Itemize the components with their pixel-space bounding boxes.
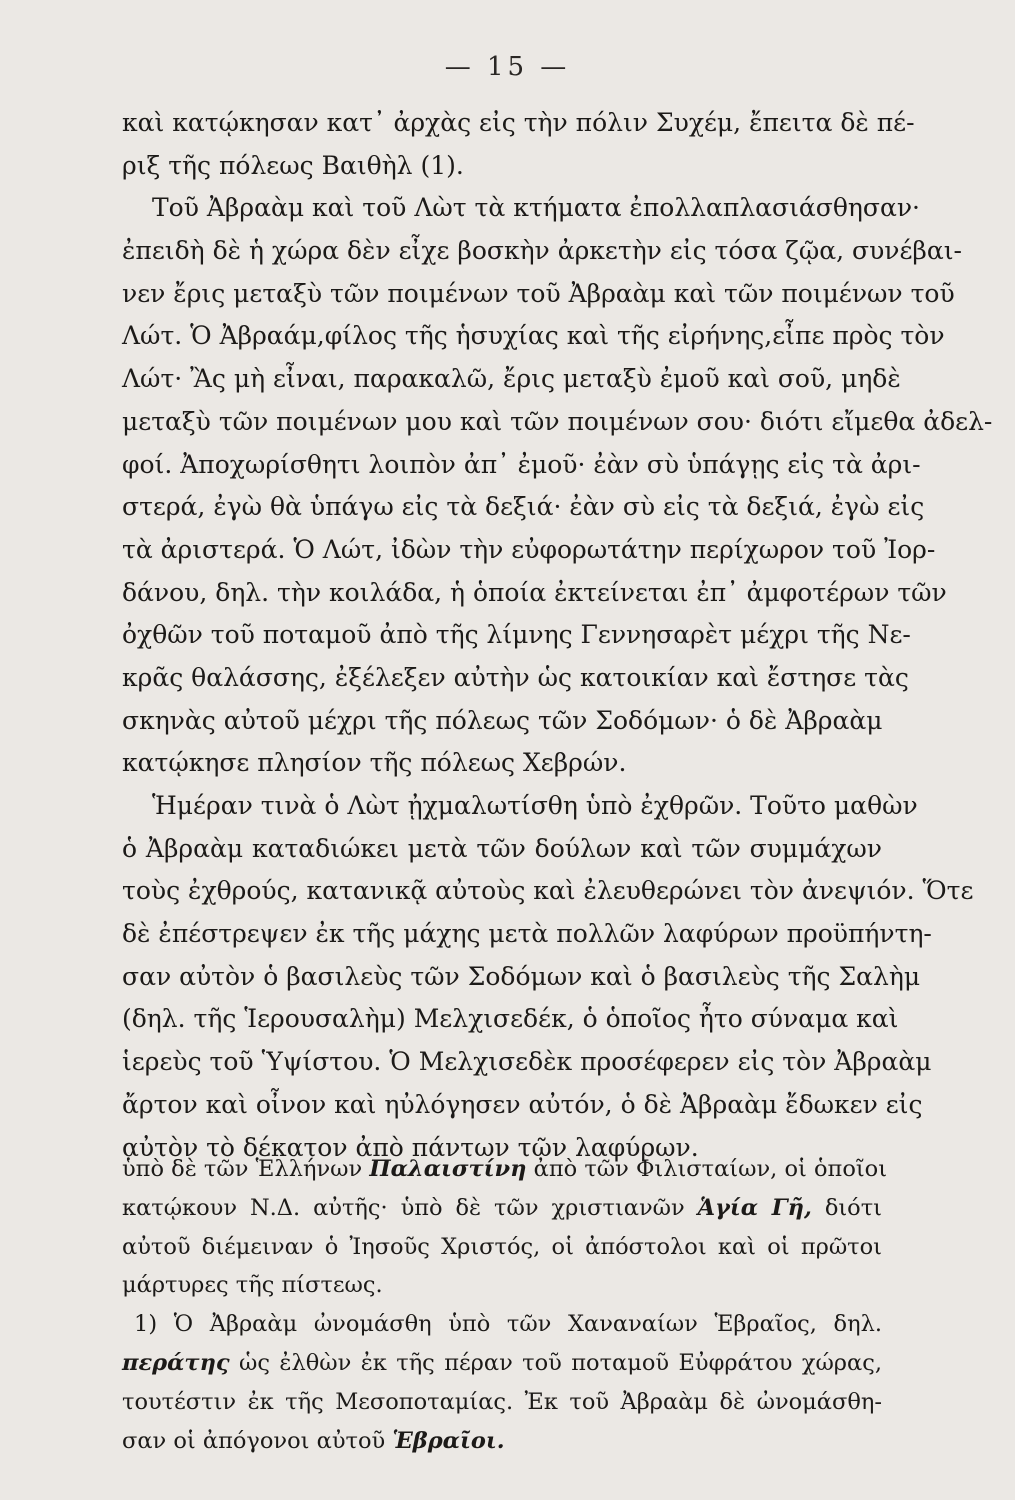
footnote-line: τουτέστιν ἐκ τῆς Μεσοποταμίας. Ἐκ τοῦ Ἀβραὰμ δὲ ὠνομάσθη- (122, 1388, 882, 1415)
text-line: κρᾶς θαλάσσης, ἐξέλεξεν αὐτὴν ὡς κατοικίαν καὶ ἔστησε τὰς (122, 662, 909, 692)
text-line: ὁ Ἀβραὰμ καταδιώκει μετὰ τῶν δούλων καὶ τῶν συμμάχων (122, 833, 882, 863)
footnote-text: κατῴκουν Ν.Δ. αὐτῆς· ὑπὸ δὲ τῶν χριστιανῶν (122, 1194, 698, 1221)
footnote-text: ὡς ἐλθὼν ἐκ τῆς πέραν τοῦ ποταμοῦ Εὐφράτου χώρας, (229, 1349, 882, 1376)
footnote-line: αὐτοῦ διέμειναν ὁ Ἰησοῦς Χριστός, οἱ ἀπόστολοι καὶ οἱ πρῶτοι (122, 1233, 882, 1260)
footnote-text: διότι (811, 1194, 882, 1221)
footnote-text: ὑπὸ δὲ τῶν Ἑλλήνων (122, 1156, 370, 1182)
text-line: (δηλ. τῆς Ἱερουσαλὴμ) Μελχισεδέκ, ὁ ὁποῖος ἦτο σύναμα καὶ (122, 1004, 899, 1034)
text-line: ἄρτον καὶ οἶνον καὶ ηὐλόγησεν αὐτόν, ὁ δὲ Ἀβραὰμ ἔδωκεν εἰς (122, 1089, 923, 1119)
text-line: ριξ τῆς πόλεως Βαιθὴλ (1). (122, 150, 464, 180)
text-line: νεν ἔρις μεταξὺ τῶν ποιμένων τοῦ Ἀβραὰμ καὶ τῶν ποιμένων τοῦ (122, 278, 955, 308)
text-line: κατῴκησε πλησίον τῆς πόλεως Χεβρών. (122, 748, 627, 778)
text-line: αὐτὸν τὸ δέκατον ἀπὸ πάντων τῶν λαφύρων. (122, 1132, 699, 1162)
footnote-line: 1) Ὁ Ἀβραὰμ ὠνομάσθη ὑπὸ τῶν Χαναναίων Ἑβραῖος, δηλ. (134, 1311, 882, 1338)
text-line: φοί. Ἀποχωρίσθητι λοιπὸν ἀπ᾽ ἐμοῦ· ἐὰν σὺ ὑπάγῃς εἰς τὰ ἀρι- (122, 449, 921, 479)
footnote-emphasis: περάτης (122, 1349, 230, 1376)
footnote-line (122, 1189, 882, 1228)
footnote-line (122, 1422, 882, 1461)
footnote-text: σαν οἱ ἀπόγονοι αὐτοῦ (122, 1427, 393, 1454)
footnote-emphasis: Ἁγία Γῆ, (697, 1194, 812, 1221)
text-line: δὲ ἐπέστρεψεν ἐκ τῆς μάχης μετὰ πολλῶν λαφύρων προϋπήντη- (122, 919, 932, 949)
footnote-line (122, 1344, 882, 1383)
footnote-line: μάρτυρες τῆς πίστεως. (122, 1272, 383, 1299)
text-line: στερά, ἐγὼ θὰ ὑπάγω εἰς τὰ δεξιά· ἐὰν σὺ εἰς τὰ δεξιά, ἐγὼ εἰς (122, 492, 925, 522)
footnotes (122, 1150, 888, 1460)
footnote-text: ἀπὸ τῶν Φιλισταίων, οἱ ὁποῖοι (526, 1156, 888, 1182)
text-line: Λώτ. Ὁ Ἀβραάμ,φίλος τῆς ἡσυχίας καὶ τῆς εἰρήνης,εἶπε πρὸς τὸν (122, 321, 945, 351)
footnote-emphasis: Παλαιστίνη (369, 1156, 527, 1182)
text-line: Ἡμέραν τινὰ ὁ Λὼτ ᾐχμαλωτίσθη ὑπὸ ἐχθρῶν. Τοῦτο μαθὼν (152, 791, 918, 820)
text-line: ὀχθῶν τοῦ ποταμοῦ ἀπὸ τῆς λίμνης Γεννησαρὲτ μέχρι τῆς Νε- (122, 620, 911, 650)
text-line: Λώτ· Ἂς μὴ εἶναι, παρακαλῶ, ἔρις μεταξὺ ἐμοῦ καὶ σοῦ, μηδὲ (122, 364, 901, 394)
text-line: δάνου, δηλ. τὴν κοιλάδα, ἡ ὁποία ἐκτείνεται ἐπ᾽ ἀμφοτέρων τῶν (122, 577, 947, 607)
footnote-emphasis: Ἑβραῖοι. (392, 1427, 505, 1454)
text-line: καὶ κατῴκησαν κατ᾽ ἀρχὰς εἰς τὴν πόλιν Συχέμ, ἔπειτα δὲ πέ- (122, 108, 915, 137)
text-line: σκηνὰς αὐτοῦ μέχρι τῆς πόλεως τῶν Σοδόμων· ὁ δὲ Ἀβραὰμ (122, 705, 883, 735)
page-number: — 15 — (444, 52, 571, 82)
text-line: Τοῦ Ἀβραὰμ καὶ τοῦ Λὼτ τὰ κτήματα ἐπολλαπλασιάσθησαν· (152, 193, 920, 223)
text-line: ἱερεὺς τοῦ Ὑψίστου. Ὁ Μελχισεδὲκ προσέφερεν εἰς τὸν Ἀβραὰμ (122, 1047, 932, 1077)
text-line: σαν αὐτὸν ὁ βασιλεὺς τῶν Σοδόμων καὶ ὁ βασιλεὺς τῆς Σαλὴμ (122, 961, 921, 991)
text-line: τοὺς ἐχθρούς, κατανικᾷ αὐτοὺς καὶ ἐλευθερώνει τὸν ἀνεψιόν. Ὅτε (122, 876, 974, 906)
text-line: τὰ ἀριστερά. Ὁ Λώτ, ἰδὼν τὴν εὐφορωτάτην περίχωρον τοῦ Ἰορ- (122, 534, 936, 564)
text-line: ἐπειδὴ δὲ ἡ χώρα δὲν εἶχε βοσκὴν ἀρκετὴν εἰς τόσα ζῷα, συνέβαι- (122, 236, 963, 266)
text-line: μεταξὺ τῶν ποιμένων μου καὶ τῶν ποιμένων σου· διότι εἴμεθα ἀδελ- (122, 406, 993, 436)
footnote-line (122, 1150, 888, 1189)
